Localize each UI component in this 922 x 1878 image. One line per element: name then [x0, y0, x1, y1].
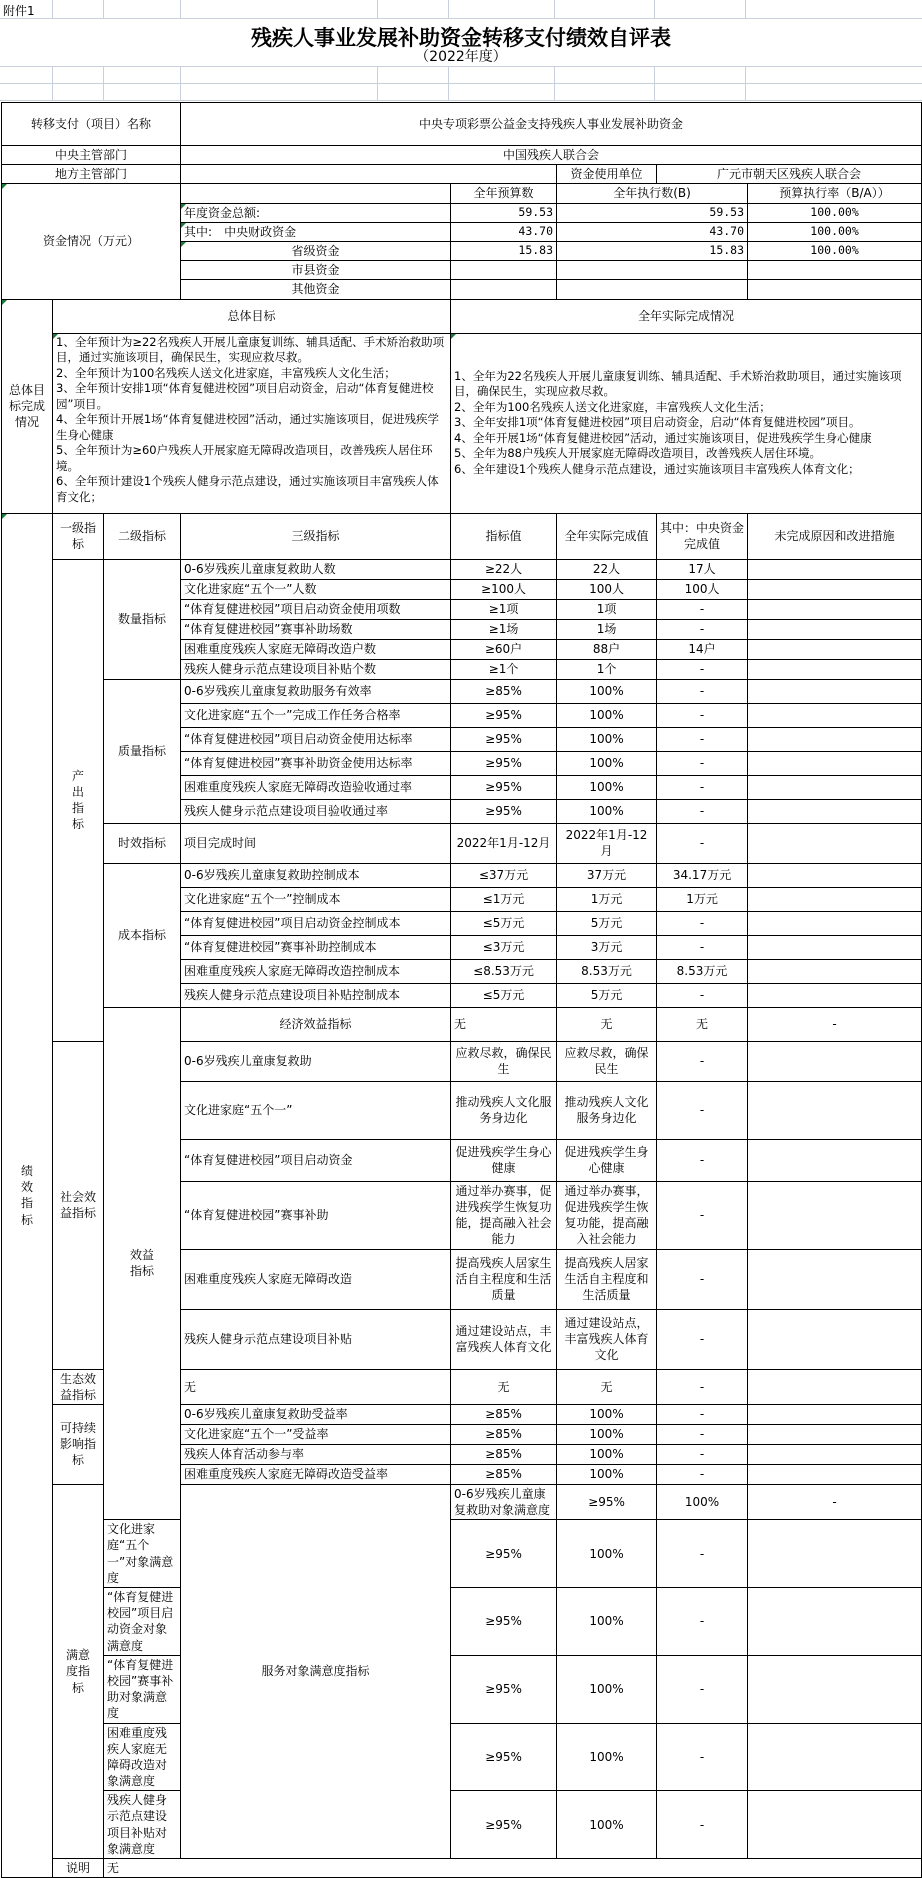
- benefit-label: [104, 1007, 181, 1520]
- indicator-central: 14户: [657, 639, 748, 659]
- indicator-target: ≥95%: [451, 1520, 557, 1588]
- indicator-central: 34.17万元: [657, 863, 748, 887]
- indicator-remark: [748, 703, 922, 727]
- perf-label: [2, 513, 53, 1878]
- indicator-central: -: [657, 659, 748, 679]
- funds-row-budget: 59.53: [451, 203, 557, 222]
- indicator-central: -: [657, 1464, 748, 1484]
- perf-h2: 二级指标: [104, 513, 181, 559]
- indicator-target: ≥95%: [451, 775, 557, 799]
- indicator-actual: 1项: [557, 599, 657, 619]
- goal-actual-line: 6、全年建设1个残疾人健身示范点建设，通过实施该项目丰富残疾人体育文化；: [454, 461, 860, 476]
- indicator-remark: [748, 1249, 922, 1309]
- indicator-target: ≥85%: [451, 1464, 557, 1484]
- indicator-target: ≥60户: [451, 639, 557, 659]
- goals-col-target: 总体目标: [53, 299, 451, 333]
- indicator-target: 通过举办赛事，促进残疾学生恢复功能，提高融入社会能力: [451, 1181, 557, 1249]
- indicator-target: 推动残疾人文化服务身边化: [451, 1081, 557, 1139]
- indicator-actual: 100%: [557, 679, 657, 703]
- indicator-central: -: [657, 1181, 748, 1249]
- satisfaction-label: [53, 1484, 104, 1858]
- funds-row-budget: [451, 261, 557, 280]
- indicator-name: 文化进家庭“五个一”受益率: [181, 1424, 451, 1444]
- indicator-remark: [748, 659, 922, 679]
- indicator-remark: [748, 727, 922, 751]
- indicator-central: -: [657, 799, 748, 823]
- indicator-central: -: [657, 1369, 748, 1404]
- indicator-actual: 5万元: [557, 983, 657, 1007]
- indicator-remark: [748, 1655, 922, 1723]
- indicator-name: 困难重度残疾人家庭无障碍改造: [181, 1249, 451, 1309]
- indicator-actual: 3万元: [557, 935, 657, 959]
- indicator-central: -: [657, 1404, 748, 1424]
- goals-col-actual: 全年实际完成情况: [451, 299, 922, 333]
- indicator-target: ≥95%: [451, 1588, 557, 1656]
- funds-row-budget: [451, 280, 557, 299]
- goal-target-line: 3、全年预计安排1项“体育复健进校园”项目启动资金，启动“体育复健进校园”项目。: [56, 381, 434, 411]
- perf-h3: 三级指标: [181, 513, 451, 559]
- project-label: 转移支付（项目）名称: [2, 103, 181, 146]
- indicator-central: -: [657, 1723, 748, 1791]
- funds-col-budget: 全年预算数: [451, 184, 557, 203]
- indicator-remark: [748, 1404, 922, 1424]
- indicator-remark: [748, 1520, 922, 1588]
- service-label: 服务对象满意度指标: [181, 1484, 451, 1858]
- indicator-central: 100人: [657, 579, 748, 599]
- indicator-target: ≥85%: [451, 1444, 557, 1464]
- indicator-remark: [748, 751, 922, 775]
- output-label: [53, 559, 104, 1041]
- sheet-grid-row: [0, 0, 922, 19]
- indicator-actual: 提高残疾人居家生活自主程度和生活质量: [557, 1249, 657, 1309]
- goal-target-line: 6、全年预计建设1个残疾人健身示范点建设，通过实施该项目丰富残疾人体育文化；: [56, 474, 439, 504]
- indicator-central: -: [657, 1588, 748, 1656]
- goals-target-text: [53, 333, 451, 513]
- indicator-actual: 100人: [557, 579, 657, 599]
- indicator-central: -: [657, 1309, 748, 1369]
- indicator-central: -: [657, 983, 748, 1007]
- indicator-name: “体育复健进校园”项目启动资金: [181, 1139, 451, 1181]
- goal-target-line: 4、全年预计开展1场“体育复健进校园”活动，通过实施该项目，促进残疾学生身心健康: [56, 412, 440, 442]
- indicator-name: 残疾人健身示范点建设项目验收通过率: [181, 799, 451, 823]
- quality-label: 质量指标: [104, 679, 181, 823]
- indicator-name: “体育复健进校园”赛事补助资金使用达标率: [181, 751, 451, 775]
- sheet-grid-row: [0, 66, 922, 84]
- goal-actual-line: 2、全年为100名残疾人送文化进家庭，丰富残疾人文化生活；: [454, 399, 771, 414]
- indicator-name: 无: [181, 1369, 451, 1404]
- quantity-label: 数量指标: [104, 559, 181, 679]
- funds-row-rate: [748, 261, 922, 280]
- indicator-central: 8.53万元: [657, 959, 748, 983]
- funds-row-budget: 15.83: [451, 241, 557, 260]
- indicator-remark: [748, 935, 922, 959]
- indicator-target: ≥95%: [451, 1655, 557, 1723]
- indicator-target: ≤37万元: [451, 863, 557, 887]
- indicator-name: 困难重度残疾人家庭无障碍改造验收通过率: [181, 775, 451, 799]
- funds-row-budget: 43.70: [451, 222, 557, 241]
- indicator-actual: 88户: [557, 639, 657, 659]
- indicator-remark: [748, 1791, 922, 1859]
- indicator-remark: [748, 1309, 922, 1369]
- indicator-name: 困难重度残疾人家庭无障碍改造控制成本: [181, 959, 451, 983]
- goals-label: 总体目标完成情况: [2, 299, 53, 513]
- indicator-target: ≥1场: [451, 619, 557, 639]
- ecological-label: 生态效益指标: [53, 1369, 104, 1404]
- indicator-actual: 22人: [557, 559, 657, 579]
- goal-actual-line: 4、全年开展1场“体育复健进校园”活动，通过实施该项目，促进残疾学生身心健康: [454, 430, 872, 445]
- indicator-name: 0-6岁残疾儿童康复救助服务有效率: [181, 679, 451, 703]
- indicator-remark: [748, 1424, 922, 1444]
- perf-h7: 未完成原因和改进措施: [748, 513, 922, 559]
- goal-target-line: 2、全年预计为100名残疾人送文化进家庭，丰富残疾人文化生活；: [56, 365, 396, 380]
- indicator-central: -: [748, 1007, 922, 1041]
- indicator-actual: 1个: [557, 659, 657, 679]
- indicator-remark: [748, 1369, 922, 1404]
- indicator-actual: 100%: [557, 1464, 657, 1484]
- indicator-actual: 通过举办赛事，促进残疾学生恢复功能，提高融入社会能力: [557, 1181, 657, 1249]
- indicator-target: ≥95%: [451, 727, 557, 751]
- indicator-remark: [748, 1464, 922, 1484]
- cost-label: 成本指标: [104, 863, 181, 1007]
- indicator-central: -: [657, 1444, 748, 1464]
- sustain-label: 可持续影响指标: [53, 1404, 104, 1484]
- indicator-name: 0-6岁残疾儿童康复救助受益率: [181, 1404, 451, 1424]
- indicator-name: 0-6岁残疾儿童康复救助控制成本: [181, 863, 451, 887]
- indicator-target: ≥1项: [451, 599, 557, 619]
- indicator-central: -: [657, 1655, 748, 1723]
- indicator-name: “体育复健进校园”赛事补助控制成本: [181, 935, 451, 959]
- indicator-actual: 100%: [557, 727, 657, 751]
- indicator-actual: 2022年1月-12月: [557, 823, 657, 863]
- funds-row-rate: 100.00%: [748, 222, 922, 241]
- social-label: 社会效益指标: [53, 1041, 104, 1369]
- indicator-central: 1万元: [657, 887, 748, 911]
- indicator-remark: [748, 863, 922, 887]
- funds-col-exec: 全年执行数(B): [557, 184, 748, 203]
- indicator-actual: 应救尽救，确保民生: [557, 1041, 657, 1081]
- indicator-remark: [748, 823, 922, 863]
- indicator-actual: 100%: [557, 1520, 657, 1588]
- indicator-central: -: [657, 1249, 748, 1309]
- indicator-target: ≥85%: [451, 1404, 557, 1424]
- perf-h5: 全年实际完成值: [557, 513, 657, 559]
- indicator-actual: 100%: [557, 751, 657, 775]
- goal-target-line: 5、全年预计为≥60户残疾人开展家庭无障碍改造项目，改善残疾人居住环境。: [56, 443, 433, 473]
- indicator-target: 应救尽救，确保民生: [451, 1041, 557, 1081]
- indicator-actual: 1场: [557, 619, 657, 639]
- indicator-name: 残疾人健身示范点建设项目补贴: [181, 1309, 451, 1369]
- indicator-central: -: [657, 751, 748, 775]
- benefit-label-text: 效益指标: [130, 1248, 155, 1279]
- perf-h1: 一级指标: [53, 513, 104, 559]
- funds-row-exec: 15.83: [557, 241, 748, 260]
- page-title: 残疾人事业发展补助资金转移支付绩效自评表: [251, 26, 671, 50]
- indicator-name: 残疾人体育活动参与率: [181, 1444, 451, 1464]
- funds-row-name: 省级资金: [181, 241, 451, 260]
- funds-row-rate: [748, 280, 922, 299]
- satisfaction-label-text: 满意度指标: [65, 1648, 90, 1695]
- indicator-actual: 推动残疾人文化服务身边化: [557, 1081, 657, 1139]
- indicator-central: -: [657, 1041, 748, 1081]
- funds-row-name: 其他资金: [181, 280, 451, 299]
- indicator-name: “体育复健进校园”赛事补助对象满意度: [104, 1655, 181, 1723]
- indicator-name: 困难重度残疾人家庭无障碍改造对象满意度: [104, 1723, 181, 1791]
- goal-target-line: 1、全年预计为≥22名残疾人开展儿童康复训练、辅具适配、手术矫治救助项目，通过实施该项目，确保民生，实现应救尽救。: [56, 334, 445, 365]
- indicator-remark: [748, 959, 922, 983]
- indicator-target: ≥22人: [451, 559, 557, 579]
- indicator-target: 无: [557, 1007, 657, 1041]
- indicator-central: -: [748, 1484, 922, 1519]
- funds-row-name: 年度资金总额:: [181, 203, 451, 222]
- indicator-target: 促进残疾学生身心健康: [451, 1139, 557, 1181]
- central-dept-label: 中央主管部门: [2, 146, 181, 165]
- note-value: 无: [104, 1859, 922, 1878]
- indicator-target: ≥95%: [451, 703, 557, 727]
- indicator-remark: [748, 1081, 922, 1139]
- indicator-name: 困难重度残疾人家庭无障碍改造受益率: [181, 1464, 451, 1484]
- funds-col-rate: 预算执行率（B/A））: [748, 184, 922, 203]
- funds-row-rate: 100.00%: [748, 241, 922, 260]
- use-unit-value: 广元市朝天区残疾人联合会: [657, 165, 922, 184]
- funds-row-exec: 43.70: [557, 222, 748, 241]
- indicator-name: 0-6岁残疾儿童康复救助对象满意度: [451, 1484, 557, 1519]
- indicator-target: ≥95%: [451, 751, 557, 775]
- output-label-text: 产出指标: [71, 768, 84, 832]
- indicator-remark: [748, 1723, 922, 1791]
- economic-label: 经济效益指标: [181, 1007, 451, 1041]
- indicator-central: -: [657, 1520, 748, 1588]
- indicator-remark: [748, 599, 922, 619]
- indicator-central: -: [657, 679, 748, 703]
- indicator-actual: 100%: [657, 1484, 748, 1519]
- indicator-target: 2022年1月-12月: [451, 823, 557, 863]
- indicator-name: “体育复健进校园”项目启动资金对象满意度: [104, 1588, 181, 1656]
- goals-actual-text: [451, 333, 922, 513]
- goal-actual-line: 5、全年为88户残疾人开展家庭无障碍改造项目，改善残疾人居住环境。: [454, 446, 821, 461]
- goal-actual-line: 3、全年安排1项“体育复健进校园”项目启动资金，启动“体育复健进校园”项目。: [454, 415, 861, 430]
- indicator-remark: [748, 887, 922, 911]
- indicator-central: -: [657, 1139, 748, 1181]
- funds-row-name: 市县资金: [181, 261, 451, 280]
- indicator-name: 残疾人健身示范点建设项目补贴控制成本: [181, 983, 451, 1007]
- perf-h4: 指标值: [451, 513, 557, 559]
- indicator-actual: 8.53万元: [557, 959, 657, 983]
- local-dept-label: 地方主管部门: [2, 165, 181, 184]
- indicator-name: “体育复健进校园”赛事补助场数: [181, 619, 451, 639]
- indicator-name: “体育复健进校园”项目启动资金控制成本: [181, 911, 451, 935]
- local-dept-value: [181, 165, 557, 184]
- indicator-target: ≤3万元: [451, 935, 557, 959]
- indicator-name: 无: [451, 1007, 557, 1041]
- indicator-central: -: [657, 1791, 748, 1859]
- indicator-actual: 100%: [557, 1424, 657, 1444]
- indicator-actual: 5万元: [557, 911, 657, 935]
- indicator-target: ≤8.53万元: [451, 959, 557, 983]
- indicator-remark: [748, 799, 922, 823]
- perf-h6: 其中：中央资金完成值: [657, 513, 748, 559]
- funds-row-exec: 59.53: [557, 203, 748, 222]
- indicator-name: 文化进家庭“五个一”对象满意度: [104, 1520, 181, 1588]
- indicator-name: 文化进家庭“五个一”: [181, 1081, 451, 1139]
- indicator-actual: 促进残疾学生身心健康: [557, 1139, 657, 1181]
- indicator-actual: 100%: [557, 775, 657, 799]
- evaluation-table: [1, 102, 922, 1878]
- indicator-target: ≥95%: [451, 1723, 557, 1791]
- indicator-name: 困难重度残疾人家庭无障碍改造户数: [181, 639, 451, 659]
- indicator-actual: 100%: [557, 1655, 657, 1723]
- indicator-remark: [748, 983, 922, 1007]
- goal-actual-line: 1、全年为22名残疾人开展儿童康复训练、辅具适配、手术矫治救助项目，通过实施该项目，确保民生，实现应救尽救。: [454, 368, 902, 399]
- indicator-target: ≥85%: [451, 679, 557, 703]
- indicator-actual: 1万元: [557, 887, 657, 911]
- indicator-remark: [748, 639, 922, 659]
- indicator-remark: [748, 619, 922, 639]
- indicator-target: ≥95%: [451, 1791, 557, 1859]
- page-subtitle: （2022年度）: [415, 49, 507, 65]
- indicator-actual: 100%: [557, 799, 657, 823]
- indicator-central: -: [657, 703, 748, 727]
- indicator-name: 0-6岁残疾儿童康复救助人数: [181, 559, 451, 579]
- use-unit-label: 资金使用单位: [557, 165, 657, 184]
- project-value: 中央专项彩票公益金支持残疾人事业发展补助资金: [181, 103, 922, 146]
- indicator-remark: [748, 1588, 922, 1656]
- sheet-grid-row: [0, 83, 922, 101]
- indicator-target: 通过建设站点，丰富残疾人体育文化: [451, 1309, 557, 1369]
- funds-row-exec: [557, 280, 748, 299]
- indicator-target: ≤1万元: [451, 887, 557, 911]
- indicator-central: -: [657, 935, 748, 959]
- funds-row-name: 其中: 中央财政资金: [181, 222, 451, 241]
- indicator-remark: [748, 911, 922, 935]
- indicator-name: 0-6岁残疾儿童康复救助: [181, 1041, 451, 1081]
- indicator-name: 残疾人健身示范点建设项目补贴个数: [181, 659, 451, 679]
- indicator-central: -: [657, 911, 748, 935]
- indicator-target: ≥100人: [451, 579, 557, 599]
- indicator-remark: [748, 775, 922, 799]
- indicator-central: -: [657, 599, 748, 619]
- indicator-actual: 100%: [557, 1791, 657, 1859]
- indicator-name: “体育复健进校园”项目启动资金使用项数: [181, 599, 451, 619]
- indicator-name: 文化进家庭“五个一”人数: [181, 579, 451, 599]
- indicator-remark: [748, 579, 922, 599]
- indicator-remark: [748, 559, 922, 579]
- funds-header-blank: [181, 184, 451, 203]
- indicator-target: ≥95%: [451, 799, 557, 823]
- indicator-actual: 通过建设站点，丰富残疾人体育文化: [557, 1309, 657, 1369]
- indicator-name: “体育复健进校园”赛事补助: [181, 1181, 451, 1249]
- indicator-remark: [748, 1041, 922, 1081]
- indicator-name: 文化进家庭“五个一”完成工作任务合格率: [181, 703, 451, 727]
- note-label: 说明: [53, 1859, 104, 1878]
- indicator-central: -: [657, 619, 748, 639]
- indicator-actual: 100%: [557, 703, 657, 727]
- indicator-central: -: [657, 1424, 748, 1444]
- central-dept-value: 中国残疾人联合会: [181, 146, 922, 165]
- funds-label: 资金情况（万元）: [2, 184, 181, 299]
- indicator-name: “体育复健进校园”项目启动资金使用达标率: [181, 727, 451, 751]
- indicator-remark: [748, 679, 922, 703]
- indicator-actual: 无: [557, 1369, 657, 1404]
- indicator-name: 文化进家庭“五个一”控制成本: [181, 887, 451, 911]
- indicator-actual: 无: [657, 1007, 748, 1041]
- indicator-actual: 100%: [557, 1444, 657, 1464]
- indicator-name: 项目完成时间: [181, 823, 451, 863]
- indicator-central: -: [657, 775, 748, 799]
- perf-label-text: 绩效指标: [20, 1163, 33, 1227]
- indicator-name: 残疾人健身示范点建设项目补贴对象满意度: [104, 1791, 181, 1859]
- indicator-target: ≥95%: [557, 1484, 657, 1519]
- indicator-target: 提高残疾人居家生活自主程度和生活质量: [451, 1249, 557, 1309]
- funds-row-rate: 100.00%: [748, 203, 922, 222]
- indicator-actual: 100%: [557, 1588, 657, 1656]
- indicator-central: -: [657, 1081, 748, 1139]
- indicator-target: ≥1个: [451, 659, 557, 679]
- indicator-remark: [748, 1139, 922, 1181]
- annex-label: 附件1: [3, 4, 35, 18]
- indicator-target: 无: [451, 1369, 557, 1404]
- indicator-remark: [748, 1181, 922, 1249]
- indicator-remark: [748, 1444, 922, 1464]
- indicator-central: 17人: [657, 559, 748, 579]
- funds-row-exec: [557, 261, 748, 280]
- indicator-actual: 100%: [557, 1723, 657, 1791]
- indicator-central: -: [657, 823, 748, 863]
- indicator-target: ≤5万元: [451, 983, 557, 1007]
- indicator-actual: 37万元: [557, 863, 657, 887]
- indicator-target: ≥85%: [451, 1424, 557, 1444]
- timeliness-label: 时效指标: [104, 823, 181, 863]
- indicator-target: ≤5万元: [451, 911, 557, 935]
- indicator-actual: 100%: [557, 1404, 657, 1424]
- indicator-central: -: [657, 727, 748, 751]
